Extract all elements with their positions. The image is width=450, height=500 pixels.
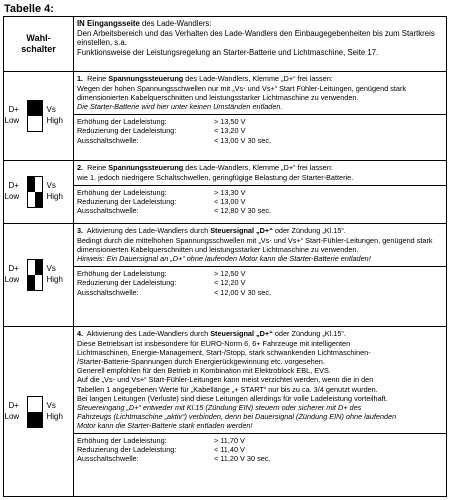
header-line3: Funktionsweise der Leistungsregelung an Starter-Batterie und Lichtmaschine, Seite 17.: [77, 47, 379, 57]
table-row: [4, 72, 447, 161]
section-3-note: Hinweis: Ein Dauersignal an „D+“ ohne laufenden Motor kann die Starter-Batterie entladen!: [77, 254, 371, 264]
switch-label-high: High: [46, 116, 63, 125]
header-text-rest: des Lade-Wandlers:: [139, 19, 212, 28]
section-4-values: Erhöhung der Ladeleistung: > 11,70 V Reduzierung der Ladeleistung: < 11,40 V Ausschaltschwelle: < 11,20 V 30 sec.: [77, 436, 271, 464]
header-label-line1: Wahl-: [26, 33, 51, 43]
switch-body-icon: [27, 396, 43, 428]
switch-cell: [4, 224, 74, 327]
dip-switch-icon: D+ Low Vs High: [5, 170, 73, 214]
section-4-body-line: Auf die „Vs- und Vs+“ Start-Fühler-Leitungen kann meist verzichtet werden, wenn die in den: [77, 375, 374, 385]
section-4-content: 4. Aktivierung des Lade-Wandlers durch Steuersignal „D+“ oder Zündung „Kl.15“. Diese Betriebsart ist insbesondere für EURO-Norm 6, 6+ Fahrzeuge mit intelligenten Lichtmaschinen, Energie-Management, Start-/Stopp, stark schwankenden Lichtmaschinen- /Starter-Batterie-Spannungen durch Energierückgewinnung etc. vorgesehen. Generell empfohlen für den Betrieb in Kombination mit Elektroblock EBL, EVS. Auf die „Vs- und Vs+“ Start-Fühler-Leitungen kann meist verzichtet werden, wenn die in den Tabellen 1 angegebenen Werte für „Kabellänge „+ START“ nur bis zu ca. 3/4 genutzt wurden. Bei langen Leitungen (Verluste) sind diese Leitungen allerdings für volle Ladeleistung vorteilhaft. Steuereingang „D+“ entweder mit Kl.15 (Zündung EIN) steuern oder sicherer mit D+ des Fahrzeugs (Lichtmaschine „aktiv“) verbinden, denn bei Dauersignal (Zündung EIN) ohne laufenden Motor kann die Starter-Batterie stark entladen werden! Erhöhung der Ladeleistung: > 11,70 V Reduzierung der Ladeleistung: < 11,40 V Ausschaltschwelle: < 11,20 V 30 sec.: [74, 327, 447, 497]
table-row: [4, 327, 447, 497]
header-label-line2: schalter: [21, 44, 56, 54]
header-description-cell: [74, 17, 447, 72]
dip-switch-icon: [5, 94, 73, 138]
section-1-body: Wegen der hohen Spannungsschwellen nur mit „Vs- und Vs+“ Start Fühler-Leitungen, genügend stark dimensionierten Kabelquerschnitten und leistungsstarker Lichtmaschine zu verwenden.: [77, 84, 407, 103]
section-3-body: Bedingt durch die mittelhohen Spannungsschwellen mit „Vs- und Vs+“ Start-Fühler-Leitungen, genügend stark dimensionierten Kabelquerschnitten und leistungsstarker Lichtmaschine zu verwenden.: [77, 236, 433, 255]
section-3-content: 3. Aktivierung des Lade-Wandlers durch Steuersignal „D+“ oder Zündung „Kl.15“. Bedingt durch die mittelhohen Spannungsschwellen mit „Vs- und Vs+“ Start-Fühler-Leitungen, genügend stark dimensionierten Kabelquerschnitten und leistungsstarker Lichtmaschine zu verwenden. Hinweis: Ein Dauersignal an „D+“ ohne laufenden Motor kann die Starter-Batterie entladen! Erhöhung der Ladeleistung: > 12,50 V Reduzierung der Ladeleistung: < 12,20 V Ausschaltschwelle: < 12,00 V 30 sec.: [74, 224, 447, 327]
section-2-body: wie 1. jedoch niedrigere Schaltschwellen, geringfügige Belastung der Starter-Batterie.: [77, 173, 354, 183]
section-4-note-line: Steuereingang „D+“ entweder mit Kl.15 (Zündung EIN) steuern oder sicherer mit D+ des: [77, 402, 362, 412]
section-4-body-line: Diese Betriebsart ist insbesondere für EURO-Norm 6, 6+ Fahrzeuge mit intelligenten: [77, 339, 351, 349]
switch-body-icon: [27, 176, 43, 208]
switch-cell: [4, 161, 74, 224]
switch-label-vs: Vs: [46, 105, 56, 114]
section-4-note-line: Motor kann die Starter-Batterie stark entladen werden!: [77, 420, 253, 430]
settings-table: [3, 16, 447, 497]
header-switch-cell: [4, 17, 74, 72]
section-1-values: Erhöhung der Ladeleistung: > 13,50 V Reduzierung der Ladeleistung: < 13,20 V Ausschaltschwelle: < 13,00 V 30 sec.: [77, 117, 271, 145]
switch-label-d: D+: [8, 105, 19, 114]
section-2-content: 2. Reine Spannungssteuerung des Lade-Wandlers, Klemme „D+“ frei lassen: wie 1. jedoch niedrigere Schaltschwellen, geringfügige Belastung der Starter-Batterie. Erhöhung der Ladeleistung: > 13,30 V Reduzierung der Ladeleistung: < 13,00 V Ausschaltschwelle: < 12,80 V 30 sec.: [74, 161, 447, 224]
dip-switch-icon: D+ Low Vs High: [5, 390, 73, 434]
section-1-note: Die Starter-Batterie wird hier unter keinen Umständen entladen.: [77, 102, 283, 112]
section-3-values: Erhöhung der Ladeleistung: > 12,50 V Reduzierung der Ladeleistung: < 12,20 V Ausschaltschwelle: < 12,00 V 30 sec.: [77, 269, 271, 297]
section-4-note-line: Fahrzeugs (Lichtmaschine „aktiv“) verbinden, denn bei Dauersignal (Zündung EIN) ohne laufenden: [77, 411, 397, 421]
section-4-body-line: /Starter-Batterie-Spannungen durch Energierückgewinnung etc. vorgesehen.: [77, 357, 325, 367]
section-4-body-line: Bei langen Leitungen (Verluste) sind diese Leitungen allerdings für volle Ladeleistung vorteilhaft.: [77, 393, 388, 403]
switch-body-icon: [27, 100, 43, 132]
dip-switch-icon: D+ Low Vs High: [5, 253, 73, 297]
section-2-values: Erhöhung der Ladeleistung: > 13,30 V Reduzierung der Ladeleistung: < 13,00 V Ausschaltschwelle: < 12,80 V 30 sec.: [77, 188, 271, 216]
table-row: [4, 224, 447, 327]
table-row: [4, 161, 447, 224]
section-4-body-line: Lichtmaschinen, Energie-Management, Start-/Stopp, stark schwankenden Lichtmaschinen-: [77, 348, 371, 358]
table-title: Tabelle 4:: [4, 3, 54, 15]
section-1-content: 1. Reine Spannungssteuerung des Lade-Wandlers, Klemme „D+“ frei lassen: Wegen der hohen Spannungsschwellen nur mit „Vs- und Vs+“ Start Fühler-Leitungen, genügend stark dimensionierten Kabelquerschnitten und leistungsstarker Lichtmaschine zu verwenden. Die Starter-Batterie wird hier unter keinen Umständen entladen. Erhöhung der Ladeleistung: > 13,50 V Reduzierung der Ladeleistung: < 13,20 V Ausschaltschwelle: < 13,00 V 30 sec.: [74, 72, 447, 161]
section-4-body-line: Tabellen 1 angegebenen Werte für „Kabellänge „+ START“ nur bis zu ca. 3/4 genutzt wurden.: [77, 384, 378, 394]
header-bold-text: IN Eingangsseite: [77, 19, 140, 28]
switch-label-low: Low: [4, 116, 20, 125]
switch-cell: [4, 72, 74, 161]
header-line2: Den Arbeitsbereich und das Verhalten des Lade-Wandlers den Einbaugegebenheiten bis zum Startkreis einstellen, s.a.: [77, 28, 435, 48]
switch-cell: [4, 327, 74, 497]
section-4-body-line: Generell empfohlen für den Betrieb in Kombination mit Elektroblock EBL, EVS.: [77, 366, 331, 376]
switch-body-icon: [27, 259, 43, 291]
table-header-row: [4, 17, 447, 72]
